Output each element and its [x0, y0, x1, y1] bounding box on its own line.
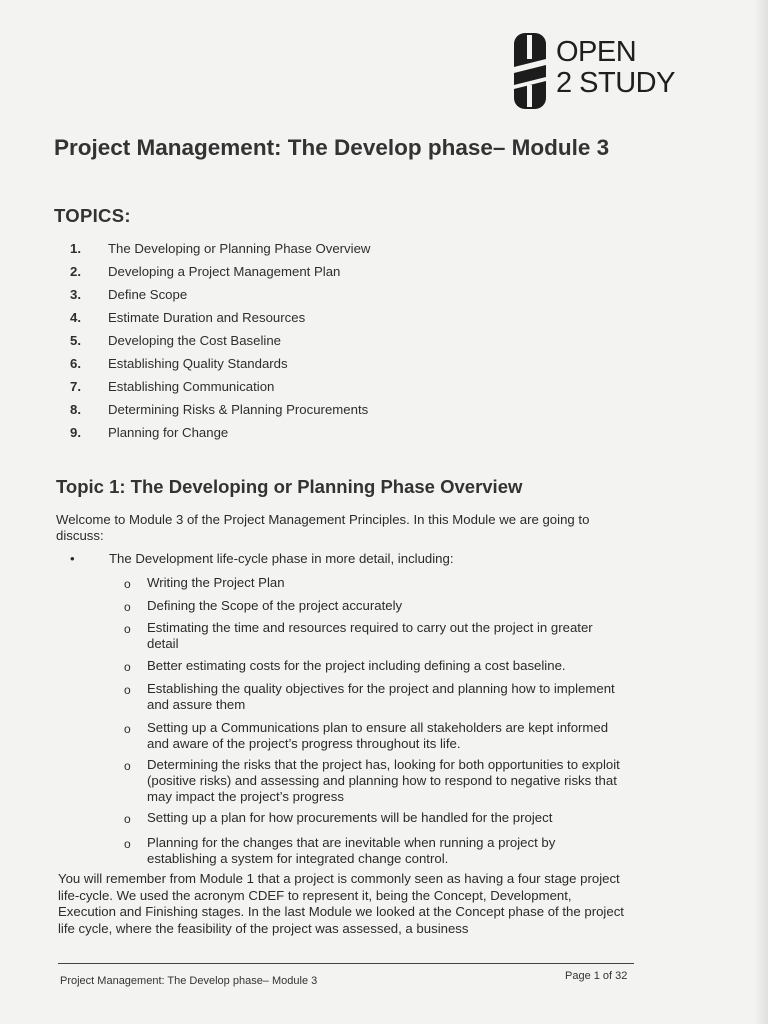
logo-line-2: 2 STUDY: [556, 67, 675, 99]
topic-text: The Developing or Planning Phase Overview: [108, 241, 371, 256]
sub-bullet-text: Setting up a plan for how procurements will be handled for the project: [147, 810, 553, 825]
sub-bullet-text: Better estimating costs for the project including defining a cost baseline.: [147, 658, 566, 673]
topic-text: Developing the Cost Baseline: [108, 333, 282, 348]
circle-bullet-icon: o: [124, 660, 131, 674]
topic-text: Developing a Project Management Plan: [108, 264, 341, 279]
topic-number: 1.: [70, 241, 81, 256]
topic-number: 4.: [70, 310, 81, 325]
bullet-dot-icon: •: [70, 551, 75, 566]
sub-bullet-text: Establishing the quality objectives for the project and planning how to implement and assure them: [147, 681, 615, 712]
bullet-text: The Development life-cycle phase in more detail, including:: [109, 551, 454, 566]
topic-text: Establishing Communication: [108, 379, 275, 394]
topics-heading: TOPICS:: [54, 205, 131, 226]
circle-bullet-icon: o: [124, 812, 131, 826]
sub-bullet-text: Estimating the time and resources required to carry out the project in greater detail: [147, 620, 593, 651]
page-number: Page 1 of 32: [565, 970, 628, 982]
topic-text: Planning for Change: [108, 425, 229, 440]
logo-wordmark: [556, 37, 675, 99]
topic-number: 2.: [70, 264, 81, 279]
topic-text: Define Scope: [108, 287, 188, 302]
sub-bullet-text: Setting up a Communications plan to ensure all stakeholders are kept informed and aware of the project’s progress throughout its life.: [147, 720, 609, 751]
topic-text: Estimate Duration and Resources: [108, 310, 306, 325]
intro-paragraph: Welcome to Module 3 of the Project Management Principles. In this Module we are going to discuss:: [56, 512, 590, 543]
footer-divider: [58, 963, 634, 964]
sub-bullet-text: Defining the Scope of the project accurately: [147, 598, 403, 613]
topic-number: 7.: [70, 379, 81, 394]
topic-text: Determining Risks & Planning Procurements: [108, 402, 369, 417]
circle-bullet-icon: o: [124, 622, 131, 636]
topic-text: Establishing Quality Standards: [108, 356, 288, 371]
topic-number: 6.: [70, 356, 81, 371]
circle-bullet-icon: o: [124, 683, 131, 697]
footer-title: Project Management: The Develop phase– Module 3: [60, 975, 318, 987]
closing-paragraph: You will remember from Module 1 that a project is commonly seen as having a four stage project life-cycle. We used the acronym CDEF to represent it, being the Concept, Development, Execution and Finishing stages. In the last Module we looked at the Concept phase of the project life cycle, where the feasibility of the project was assessed, a business: [58, 871, 624, 936]
topic-number: 5.: [70, 333, 81, 348]
open2study-logo: [512, 33, 682, 111]
page-edge-shadow: [754, 0, 768, 1024]
circle-bullet-icon: o: [124, 759, 131, 773]
circle-bullet-icon: o: [124, 600, 131, 614]
topic-number: 8.: [70, 402, 81, 417]
circle-bullet-icon: o: [124, 837, 131, 851]
sub-bullet-text: Writing the Project Plan: [147, 575, 285, 590]
logo-line-1: OPEN: [556, 36, 637, 68]
logo-mark-icon: [512, 33, 548, 109]
circle-bullet-icon: o: [124, 577, 131, 591]
topic-number: 3.: [70, 287, 81, 302]
document-title: Project Management: The Develop phase– Module 3: [54, 135, 610, 160]
topic-1-heading: Topic 1: The Developing or Planning Phase Overview: [56, 476, 523, 497]
sub-bullet-text: Planning for the changes that are inevitable when running a project by establishing a system for integrated change control.: [147, 835, 556, 866]
sub-bullet-text: Determining the risks that the project has, looking for both opportunities to exploit (positive risks) and assessing and planning how to respond to negative risks that may impact the project’s progress: [147, 757, 620, 804]
topic-number: 9.: [70, 425, 81, 440]
circle-bullet-icon: o: [124, 722, 131, 736]
